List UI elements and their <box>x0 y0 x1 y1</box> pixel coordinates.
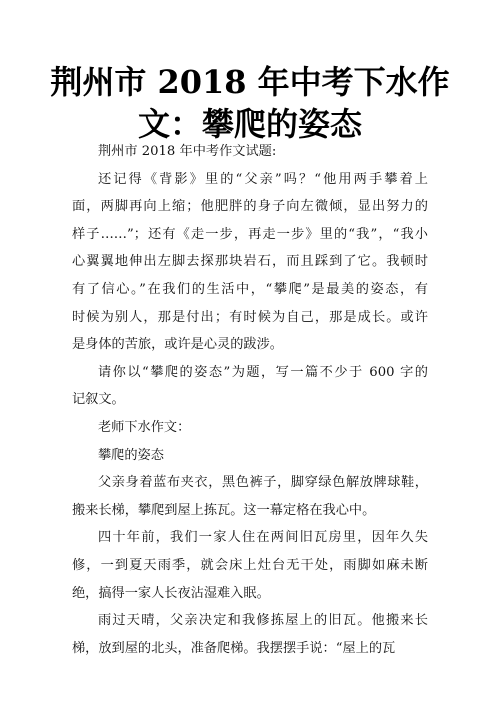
text-line: 四十年前，我们一家人住在两间旧瓦房里，因年久失 <box>98 530 428 546</box>
text-line: 记叙文。 <box>72 392 125 408</box>
paragraph <box>72 607 428 662</box>
paragraph <box>72 166 428 359</box>
text-line: 心翼翼地伸出左脚去探那块岩石，而且踩到了它。我顿时 <box>72 254 428 270</box>
text-line: 攀爬的姿态 <box>98 447 164 463</box>
text-line: 绝，搞得一家人长夜沾湿难入眠。 <box>72 585 270 601</box>
text-line: 还记得《背影》里的“父亲”吗？“他用两手攀着上 <box>98 171 428 187</box>
essay-body <box>72 138 428 662</box>
paragraph <box>72 469 428 524</box>
title-line-2: 文：攀爬的姿态 <box>137 105 362 143</box>
text-line: 雨过天晴，父亲决定和我修拣屋上的旧瓦。他搬来长 <box>98 613 428 629</box>
text-line: 时候为别人，那是付出；有时候为自己，那是成长。或许 <box>72 309 428 325</box>
text-line: 父亲身着蓝布夹衣，黑色裤子，脚穿绿色解放牌球鞋， <box>98 475 428 491</box>
text-line: 荆州市 2018 年中考作文试题: <box>98 144 277 159</box>
text-line: 老师下水作文： <box>98 419 191 435</box>
paragraph <box>72 414 428 442</box>
text-line: 梯，放到屋的北头，准备爬梯。我摆摆手说：“屋上的瓦 <box>72 640 396 656</box>
paragraph <box>72 524 428 607</box>
paragraph <box>72 138 428 166</box>
text-line: 面，两脚再向上缩；他肥胖的身子向左微倾，显出努力的 <box>72 199 428 215</box>
paragraph <box>72 442 428 470</box>
paragraph <box>72 359 428 414</box>
text-line: 有了信心。”在我们的生活中，“攀爬”是最美的姿态，有 <box>72 281 428 297</box>
text-line: 修，一到夏天雨季，就会床上灶台无干处，雨脚如麻未断 <box>72 557 428 573</box>
text-line: 是身体的苦旅，或许是心灵的跋涉。 <box>72 337 283 353</box>
title-line-1: 荆州市 2018 年中考下水作 <box>50 63 450 101</box>
text-line: 搬来长梯，攀爬到屋上拣瓦。这一幕定格在我心中。 <box>72 502 376 518</box>
text-line: 样子……”；还有《走一步，再走一步》里的“我”，“我小 <box>72 226 428 242</box>
text-line: 请你以“攀爬的姿态”为题，写一篇不少于 600 字的 <box>98 364 428 380</box>
